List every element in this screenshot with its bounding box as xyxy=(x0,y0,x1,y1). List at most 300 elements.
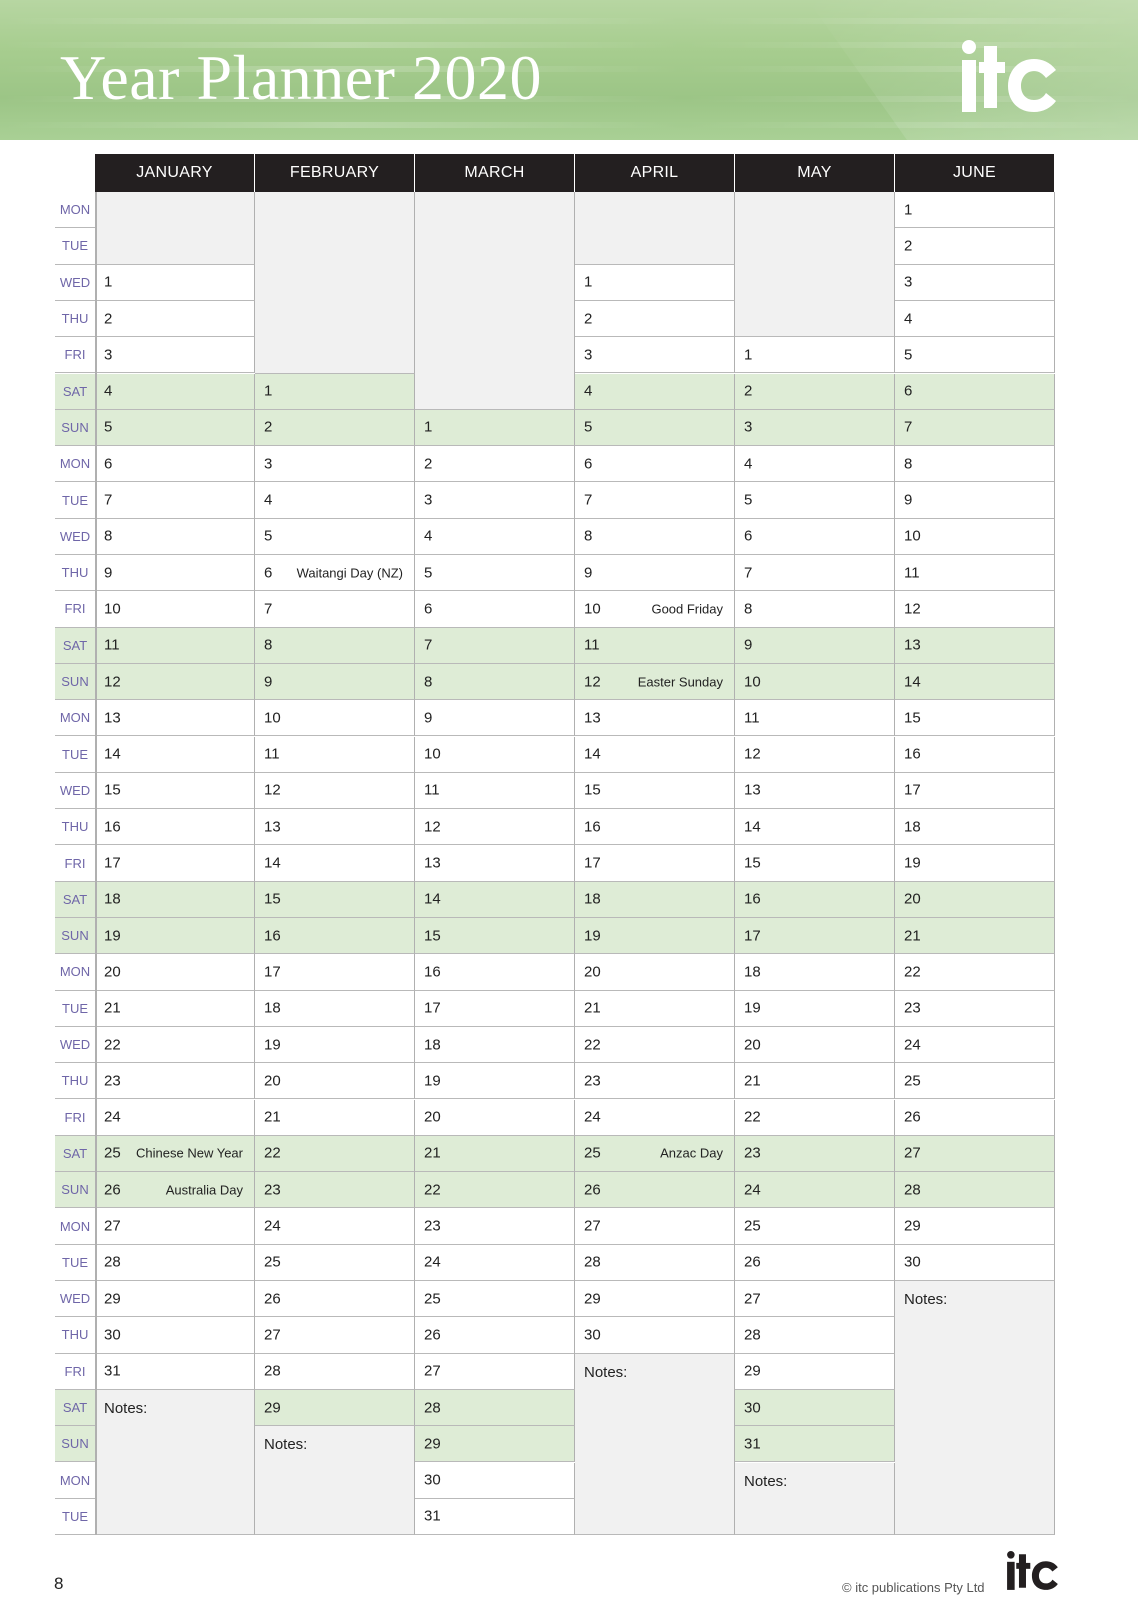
day-number: 6 xyxy=(584,455,593,473)
day-number: 20 xyxy=(264,1072,281,1090)
day-number: 2 xyxy=(744,382,753,400)
notes-area[interactable] xyxy=(575,1354,735,1536)
weekday-label: WED xyxy=(55,519,95,555)
weekday-label: WED xyxy=(55,1281,95,1317)
day-cell[interactable] xyxy=(95,700,255,736)
day-cell[interactable] xyxy=(895,228,1055,264)
day-cell[interactable] xyxy=(575,700,735,736)
day-cell[interactable] xyxy=(255,1100,415,1136)
day-cell[interactable] xyxy=(735,773,895,809)
day-cell[interactable] xyxy=(95,664,255,700)
day-number: 10 xyxy=(264,709,281,727)
day-cell[interactable] xyxy=(255,773,415,809)
day-cell[interactable] xyxy=(95,410,255,446)
day-cell[interactable] xyxy=(735,918,895,954)
weekday-label: THU xyxy=(55,1063,95,1099)
day-cell[interactable] xyxy=(95,591,255,627)
day-cell[interactable] xyxy=(95,374,255,410)
day-cell[interactable] xyxy=(415,737,575,773)
day-cell[interactable] xyxy=(735,410,895,446)
day-number: 13 xyxy=(744,781,761,799)
day-number: 13 xyxy=(424,854,441,872)
day-cell[interactable] xyxy=(575,664,735,700)
day-cell[interactable] xyxy=(895,1245,1055,1281)
day-cell[interactable] xyxy=(735,809,895,845)
day-cell[interactable] xyxy=(415,1281,575,1317)
day-cell[interactable] xyxy=(575,1100,735,1136)
day-cell[interactable] xyxy=(895,1063,1055,1099)
day-cell[interactable] xyxy=(895,192,1055,228)
day-cell[interactable] xyxy=(95,519,255,555)
day-cell[interactable] xyxy=(415,410,575,446)
day-cell[interactable] xyxy=(95,1245,255,1281)
day-cell[interactable] xyxy=(895,1100,1055,1136)
day-cell[interactable] xyxy=(735,1100,895,1136)
day-cell[interactable] xyxy=(575,410,735,446)
day-cell[interactable] xyxy=(255,845,415,881)
day-cell[interactable] xyxy=(415,1463,575,1499)
day-cell[interactable] xyxy=(415,446,575,482)
day-cell[interactable] xyxy=(255,809,415,845)
day-number: 2 xyxy=(104,310,113,328)
day-number: 30 xyxy=(424,1471,441,1489)
day-cell[interactable] xyxy=(575,519,735,555)
day-number: 11 xyxy=(584,636,600,654)
month-header-april: APRIL xyxy=(575,154,735,192)
day-number: 2 xyxy=(584,310,593,328)
day-cell[interactable] xyxy=(415,1208,575,1244)
day-cell[interactable] xyxy=(575,1281,735,1317)
day-number: 25 xyxy=(904,1072,921,1090)
day-cell[interactable] xyxy=(735,1390,895,1426)
day-cell[interactable] xyxy=(895,882,1055,918)
notes-area[interactable] xyxy=(895,1281,1055,1535)
day-cell[interactable] xyxy=(735,700,895,736)
day-cell[interactable] xyxy=(735,1354,895,1390)
day-number: 20 xyxy=(104,963,121,981)
day-cell[interactable] xyxy=(95,845,255,881)
day-cell[interactable] xyxy=(415,1100,575,1136)
day-number: 21 xyxy=(584,999,601,1017)
day-cell[interactable] xyxy=(255,1172,415,1208)
day-number: 6 xyxy=(424,600,433,618)
day-cell[interactable] xyxy=(95,882,255,918)
day-cell[interactable] xyxy=(95,555,255,591)
day-number: 15 xyxy=(424,927,441,945)
day-cell[interactable] xyxy=(415,773,575,809)
day-cell[interactable] xyxy=(255,1136,415,1172)
day-cell[interactable] xyxy=(895,991,1055,1027)
holiday-label: Anzac Day xyxy=(660,1145,723,1161)
day-number: 8 xyxy=(264,636,273,654)
day-number: 27 xyxy=(424,1362,441,1380)
day-number: 8 xyxy=(584,527,593,545)
day-cell[interactable] xyxy=(895,265,1055,301)
day-cell[interactable] xyxy=(95,628,255,664)
day-number: 19 xyxy=(904,854,921,872)
day-cell[interactable] xyxy=(95,809,255,845)
day-number: 17 xyxy=(904,781,921,799)
day-cell[interactable] xyxy=(255,700,415,736)
day-cell[interactable] xyxy=(95,1136,255,1172)
day-cell[interactable] xyxy=(95,482,255,518)
day-number: 31 xyxy=(424,1507,441,1525)
day-number: 29 xyxy=(104,1290,121,1308)
day-number: 3 xyxy=(744,418,753,436)
day-number: 17 xyxy=(264,963,281,981)
day-cell[interactable] xyxy=(735,991,895,1027)
day-number: 13 xyxy=(104,709,121,727)
day-cell[interactable] xyxy=(895,301,1055,337)
weekday-label: MON xyxy=(55,1208,95,1244)
day-number: 27 xyxy=(104,1217,121,1235)
day-number: 4 xyxy=(104,382,113,400)
day-number: 10 xyxy=(744,673,761,691)
day-cell[interactable] xyxy=(415,664,575,700)
day-cell[interactable] xyxy=(895,482,1055,518)
day-cell[interactable] xyxy=(895,555,1055,591)
weekday-label: TUE xyxy=(55,482,95,518)
day-number: 15 xyxy=(584,781,601,799)
day-cell[interactable] xyxy=(575,918,735,954)
day-cell[interactable] xyxy=(735,446,895,482)
day-cell[interactable] xyxy=(255,1027,415,1063)
day-number: 3 xyxy=(104,346,113,364)
day-number: 12 xyxy=(584,673,601,691)
day-number: 29 xyxy=(904,1217,921,1235)
day-cell[interactable] xyxy=(735,737,895,773)
day-cell[interactable] xyxy=(895,809,1055,845)
day-cell[interactable] xyxy=(575,1027,735,1063)
day-cell[interactable] xyxy=(735,555,895,591)
day-cell[interactable] xyxy=(415,591,575,627)
day-cell[interactable] xyxy=(735,591,895,627)
day-number: 13 xyxy=(904,636,921,654)
day-cell[interactable] xyxy=(255,1354,415,1390)
day-cell[interactable] xyxy=(255,519,415,555)
day-cell[interactable] xyxy=(95,1281,255,1317)
weekday-label: THU xyxy=(55,555,95,591)
day-cell[interactable] xyxy=(735,664,895,700)
day-cell[interactable] xyxy=(895,1208,1055,1244)
day-cell[interactable] xyxy=(255,374,415,410)
day-number: 28 xyxy=(744,1326,761,1344)
day-number: 24 xyxy=(904,1036,921,1054)
day-number: 7 xyxy=(104,491,113,509)
day-cell[interactable] xyxy=(415,482,575,518)
day-number: 1 xyxy=(744,346,753,364)
weekday-label: SAT xyxy=(55,1390,95,1426)
day-number: 7 xyxy=(264,600,273,618)
day-cell[interactable] xyxy=(575,809,735,845)
day-cell[interactable] xyxy=(95,265,255,301)
weekday-label: FRI xyxy=(55,337,95,373)
day-cell[interactable] xyxy=(735,1063,895,1099)
day-cell[interactable] xyxy=(415,954,575,990)
day-cell[interactable] xyxy=(895,446,1055,482)
day-cell[interactable] xyxy=(95,301,255,337)
day-number: 22 xyxy=(264,1144,281,1162)
day-cell[interactable] xyxy=(575,773,735,809)
day-cell[interactable] xyxy=(415,918,575,954)
notes-area[interactable] xyxy=(735,1463,895,1536)
day-number: 22 xyxy=(744,1108,761,1126)
day-number: 4 xyxy=(584,382,593,400)
day-cell[interactable] xyxy=(575,337,735,373)
day-number: 14 xyxy=(264,854,281,872)
day-cell[interactable] xyxy=(575,628,735,664)
weekday-label: FRI xyxy=(55,1100,95,1136)
day-cell[interactable] xyxy=(255,628,415,664)
day-cell[interactable] xyxy=(255,1063,415,1099)
day-number: 17 xyxy=(584,854,601,872)
day-cell[interactable] xyxy=(415,519,575,555)
day-cell[interactable] xyxy=(735,337,895,373)
day-cell[interactable] xyxy=(255,918,415,954)
day-number: 23 xyxy=(104,1072,121,1090)
day-cell[interactable] xyxy=(895,737,1055,773)
day-cell[interactable] xyxy=(415,628,575,664)
day-number: 22 xyxy=(424,1181,441,1199)
day-cell[interactable] xyxy=(575,1063,735,1099)
day-cell[interactable] xyxy=(95,1063,255,1099)
day-number: 15 xyxy=(104,781,121,799)
day-cell[interactable] xyxy=(415,1354,575,1390)
day-cell[interactable] xyxy=(255,1317,415,1353)
day-cell[interactable] xyxy=(415,1499,575,1535)
day-cell[interactable] xyxy=(255,737,415,773)
weekday-label: SUN xyxy=(55,410,95,446)
day-cell[interactable] xyxy=(575,1136,735,1172)
day-cell[interactable] xyxy=(895,773,1055,809)
day-cell[interactable] xyxy=(735,882,895,918)
day-cell[interactable] xyxy=(415,1390,575,1426)
day-number: 6 xyxy=(744,527,753,545)
month-header-march: MARCH xyxy=(415,154,575,192)
day-cell[interactable] xyxy=(735,628,895,664)
day-cell[interactable] xyxy=(735,954,895,990)
day-cell[interactable] xyxy=(95,1354,255,1390)
day-cell[interactable] xyxy=(95,918,255,954)
day-cell[interactable] xyxy=(255,555,415,591)
day-cell[interactable] xyxy=(735,1317,895,1353)
day-cell[interactable] xyxy=(95,954,255,990)
day-cell[interactable] xyxy=(575,1245,735,1281)
weekday-label: SAT xyxy=(55,1136,95,1172)
month-header-june: JUNE xyxy=(895,154,1055,192)
day-cell[interactable] xyxy=(95,1100,255,1136)
day-cell[interactable] xyxy=(415,555,575,591)
day-cell[interactable] xyxy=(575,591,735,627)
day-number: 7 xyxy=(424,636,433,654)
day-number: 24 xyxy=(104,1108,121,1126)
day-number: 29 xyxy=(584,1290,601,1308)
day-number: 26 xyxy=(104,1181,121,1199)
day-cell[interactable] xyxy=(895,954,1055,990)
day-number: 27 xyxy=(904,1144,921,1162)
day-number: 3 xyxy=(424,491,433,509)
day-cell[interactable] xyxy=(255,1245,415,1281)
day-cell[interactable] xyxy=(895,918,1055,954)
day-number: 3 xyxy=(264,455,273,473)
holiday-label: Easter Sunday xyxy=(637,674,723,690)
day-cell[interactable] xyxy=(255,591,415,627)
day-cell[interactable] xyxy=(255,991,415,1027)
day-cell[interactable] xyxy=(255,446,415,482)
day-number: 5 xyxy=(104,418,113,436)
day-cell[interactable] xyxy=(255,1281,415,1317)
notes-area[interactable] xyxy=(255,1426,415,1535)
day-cell[interactable] xyxy=(575,882,735,918)
day-cell[interactable] xyxy=(575,845,735,881)
day-number: 29 xyxy=(744,1362,761,1380)
day-cell[interactable] xyxy=(95,337,255,373)
day-cell[interactable] xyxy=(575,737,735,773)
day-cell[interactable] xyxy=(735,1136,895,1172)
day-cell[interactable] xyxy=(735,1208,895,1244)
day-number: 21 xyxy=(904,927,921,945)
day-number: 12 xyxy=(264,781,281,799)
day-cell[interactable] xyxy=(415,1172,575,1208)
day-cell[interactable] xyxy=(255,954,415,990)
day-cell[interactable] xyxy=(415,845,575,881)
day-cell[interactable] xyxy=(255,1208,415,1244)
day-cell[interactable] xyxy=(895,1136,1055,1172)
weekday-label: TUE xyxy=(55,1499,95,1535)
day-cell[interactable] xyxy=(95,773,255,809)
day-number: 13 xyxy=(264,818,281,836)
day-cell[interactable] xyxy=(895,374,1055,410)
day-cell[interactable] xyxy=(895,591,1055,627)
day-cell[interactable] xyxy=(575,1317,735,1353)
day-cell[interactable] xyxy=(575,1208,735,1244)
day-number: 4 xyxy=(904,310,913,328)
empty-block xyxy=(415,192,575,410)
notes-label: Notes: xyxy=(904,1291,948,1308)
day-number: 16 xyxy=(744,890,761,908)
day-cell[interactable] xyxy=(575,991,735,1027)
day-number: 4 xyxy=(744,455,753,473)
day-cell[interactable] xyxy=(255,482,415,518)
day-number: 18 xyxy=(904,818,921,836)
day-cell[interactable] xyxy=(895,1027,1055,1063)
copyright-notice: © itc publications Pty Ltd xyxy=(842,1580,985,1595)
day-cell[interactable] xyxy=(575,1172,735,1208)
day-cell[interactable] xyxy=(735,519,895,555)
day-number: 9 xyxy=(744,636,753,654)
notes-label: Notes: xyxy=(104,1399,148,1417)
day-cell[interactable] xyxy=(735,845,895,881)
day-cell[interactable] xyxy=(895,700,1055,736)
day-cell[interactable] xyxy=(255,1390,415,1426)
day-cell[interactable] xyxy=(415,1245,575,1281)
empty-block xyxy=(255,192,415,374)
day-cell[interactable] xyxy=(575,954,735,990)
day-cell[interactable] xyxy=(415,1027,575,1063)
day-cell[interactable] xyxy=(735,1245,895,1281)
day-number: 31 xyxy=(104,1362,121,1380)
day-cell[interactable] xyxy=(415,1426,575,1462)
day-cell[interactable] xyxy=(415,809,575,845)
day-cell[interactable] xyxy=(95,1208,255,1244)
holiday-label: Chinese New Year xyxy=(136,1145,243,1161)
day-cell[interactable] xyxy=(895,410,1055,446)
day-cell[interactable] xyxy=(895,1172,1055,1208)
day-cell[interactable] xyxy=(895,519,1055,555)
day-number: 16 xyxy=(904,745,921,763)
day-cell[interactable] xyxy=(255,410,415,446)
day-cell[interactable] xyxy=(95,991,255,1027)
day-number: 10 xyxy=(904,527,921,545)
day-cell[interactable] xyxy=(415,1317,575,1353)
day-cell[interactable] xyxy=(895,628,1055,664)
day-number: 1 xyxy=(904,201,913,219)
day-number: 20 xyxy=(584,963,601,981)
day-cell[interactable] xyxy=(415,700,575,736)
day-cell[interactable] xyxy=(255,882,415,918)
day-cell[interactable] xyxy=(95,1027,255,1063)
day-cell[interactable] xyxy=(735,482,895,518)
weekday-label: TUE xyxy=(55,737,95,773)
empty-block xyxy=(735,192,895,337)
day-cell[interactable] xyxy=(415,1063,575,1099)
weekday-label: SUN xyxy=(55,1172,95,1208)
day-cell[interactable] xyxy=(895,664,1055,700)
day-cell[interactable] xyxy=(255,664,415,700)
day-number: 12 xyxy=(904,600,921,618)
page-number: 8 xyxy=(54,1574,64,1593)
day-number: 17 xyxy=(424,999,441,1017)
day-cell[interactable] xyxy=(575,446,735,482)
day-number: 26 xyxy=(744,1253,761,1271)
day-cell[interactable] xyxy=(735,1027,895,1063)
day-number: 28 xyxy=(584,1253,601,1271)
day-number: 21 xyxy=(424,1144,441,1162)
day-cell[interactable] xyxy=(575,301,735,337)
day-number: 26 xyxy=(904,1108,921,1126)
day-cell[interactable] xyxy=(95,737,255,773)
day-cell[interactable] xyxy=(95,1172,255,1208)
day-number: 8 xyxy=(904,455,913,473)
day-cell[interactable] xyxy=(895,845,1055,881)
day-number: 9 xyxy=(424,709,433,727)
day-number: 21 xyxy=(744,1072,761,1090)
day-cell[interactable] xyxy=(735,374,895,410)
day-cell[interactable] xyxy=(895,337,1055,373)
day-cell[interactable] xyxy=(735,1281,895,1317)
day-cell[interactable] xyxy=(415,1136,575,1172)
day-number: 10 xyxy=(104,600,121,618)
day-cell[interactable] xyxy=(575,374,735,410)
day-number: 20 xyxy=(904,890,921,908)
day-number: 23 xyxy=(904,999,921,1017)
notes-area[interactable] xyxy=(95,1390,255,1535)
day-number: 5 xyxy=(424,564,433,582)
day-cell[interactable] xyxy=(575,555,735,591)
day-cell[interactable] xyxy=(95,1317,255,1353)
day-cell[interactable] xyxy=(735,1426,895,1462)
day-cell[interactable] xyxy=(735,1172,895,1208)
day-number: 26 xyxy=(264,1290,281,1308)
day-cell[interactable] xyxy=(575,482,735,518)
day-cell[interactable] xyxy=(415,991,575,1027)
day-cell[interactable] xyxy=(95,446,255,482)
day-number: 19 xyxy=(584,927,601,945)
day-cell[interactable] xyxy=(575,265,735,301)
day-number: 12 xyxy=(104,673,121,691)
day-cell[interactable] xyxy=(415,882,575,918)
weekday-label: SUN xyxy=(55,1426,95,1462)
